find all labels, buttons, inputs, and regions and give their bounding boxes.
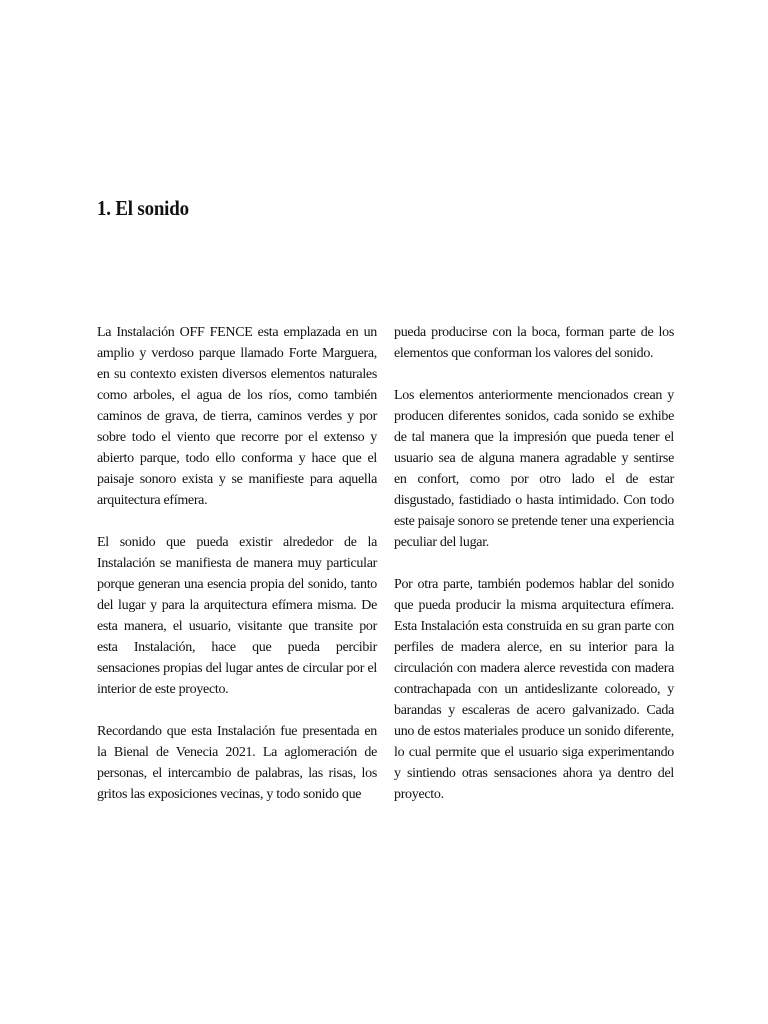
left-text-column (97, 322, 377, 826)
paragraph: Los elementos anteriormente mencionados crean y producen diferentes sonidos, cada sonido se exhibe de tal manera que la impresión que pueda tener el usuario sea de alguna manera agradable y sentirse en confort, como por otro lado el de estar disgustado, fastidiado o hasta intimidado. Con todo este paisaje sonoro se pretende tener una experiencia peculiar del lugar. (394, 388, 674, 550)
paragraph: Por otra parte, también podemos hablar del sonido que pueda producir la misma arquitectura efímera. Esta Instalación esta construida en su gran parte con perfiles de madera alerce, en su interior para la circulación con madera alerce revestida con madera contrachapada con un antideslizante coloreado, y barandas y escaleras de acero galvanizado. Cada uno de estos materiales produce un sonido diferente, lo cual permite que el usuario siga experimentando y sintiendo otras sensaciones ahora ya dentro del proyecto. (394, 577, 674, 802)
paragraph: Recordando que esta Instalación fue presentada en la Bienal de Venecia 2021. La aglomeración de personas, el intercambio de palabras, las risas, los gritos las exposiciones vecinas, y todo sonido que (97, 724, 377, 802)
paragraph: El sonido que pueda existir alrededor de la Instalación se manifiesta de manera muy particular porque generan una esencia propia del sonido, tanto del lugar y para la arquitectura efímera misma. De esta manera, el usuario, visitante que transite por esta Instalación, hace que pueda percibir sensaciones propias del lugar antes de circular por el interior de este proyecto. (97, 535, 377, 697)
right-text-column (394, 322, 674, 826)
paragraph: La Instalación OFF FENCE esta emplazada en un amplio y verdoso parque llamado Forte Marguera, en su contexto existen diversos elementos naturales como arboles, el agua de los ríos, como también caminos de grava, de tierra, caminos verdes y por sobre todo el viento que recorre por el extenso y abierto parque, todo ello conforma y hace que el paisaje sonoro exista y se manifieste para aquella arquitectura efímera. (97, 325, 377, 508)
section-heading: 1. El sonido (97, 196, 189, 220)
paragraph: pueda producirse con la boca, forman parte de los elementos que conforman los valores del sonido. (394, 325, 674, 361)
